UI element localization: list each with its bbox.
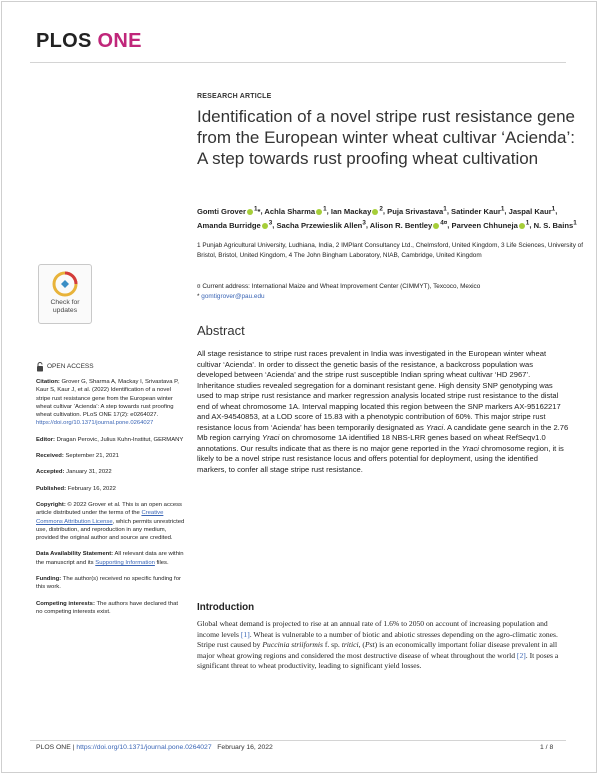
footer-separator: |: [70, 744, 77, 751]
author-name[interactable]: [197, 221, 272, 230]
introduction-heading: Introduction: [197, 602, 255, 613]
open-access-badge: [36, 362, 186, 372]
email-link[interactable]: gomtigrover@pau.edu: [201, 292, 265, 300]
intro-part: , (: [358, 640, 365, 649]
author-affiliation-number: 1: [525, 219, 530, 227]
orcid-icon[interactable]: [262, 223, 268, 229]
abstract-part: . A candidate gene search in the 2.76 Mb region carrying: [197, 422, 569, 442]
footer-doi-link[interactable]: https://doi.org/10.1371/journal.pone.0264027: [76, 744, 212, 751]
author-affiliation-number: 4¤: [440, 219, 448, 227]
orcid-icon[interactable]: [372, 209, 378, 215]
license-link[interactable]: Creative Commons Attribution License: [36, 510, 164, 525]
intro-part: Global wheat demand is projected to rise at an annual rate of 1.6% to 2050 on account of increasing population and income levels: [197, 619, 548, 639]
funding-text: The author(s) received no specific funding for this work.: [36, 576, 181, 591]
author-affiliation-number: 1: [551, 205, 556, 212]
author-text: Amanda Burridge: [197, 220, 261, 230]
accepted: [36, 468, 186, 476]
copyright-text-end: , which permits unrestricted use, distribution, and reproduction in any medium, provided the original author and source are credited.: [36, 518, 185, 542]
header-divider: [30, 62, 566, 63]
competing-interests-text: The authors have declared that no competing interests exist.: [36, 600, 178, 615]
check-updates-line2: updates: [52, 307, 78, 314]
abstract-part: All stage resistance to stripe rust races prevalent in India was investigated in the European winter wheat cultivar ‘Acienda’. In order to dissect the genetic basis of the resistance, a backcross population was developed between ‘Acienda’ and the stripe rust susceptible Indian spring wheat cultivar ‘HD 2967’. Inheritance studies revealed segregation for a dominant resistant gene. High density SNP genotyping was used to map stripe rust resistance and marker regression analysis located stripe rust resistance to the distal end of wheat chromosome 1A. Interval mapping located this region between the SNP markers AX-95162217 and AX-94540853, at a LOD score of 15.83 with a phenotypic contribution of 60%. This major stripe rust resistance locus from ‘Acienda’ has been temporarily designated as: [197, 349, 561, 432]
editor-label: Editor:: [36, 436, 55, 443]
author-notes: [197, 282, 587, 301]
journal-logo[interactable]: [36, 30, 142, 53]
abstract-part: on chromosome 1A identified 18 NBS-LRR genes based on wheat RefSeqv1.0 annotations. Our results indicate that as there is no major gene reported in the: [197, 433, 546, 453]
species-abbrev: Pst: [364, 640, 375, 649]
gene-name: Yraci: [262, 433, 280, 442]
author-affiliation-number: 1: [573, 219, 577, 227]
reference-link[interactable]: [2]: [516, 650, 526, 660]
received-label: Received:: [36, 453, 64, 460]
intro-part: f. sp.: [324, 640, 340, 649]
citation-doi-link[interactable]: https://doi.org/10.1371/journal.pone.0264027: [36, 420, 154, 427]
citation-label: Citation:: [36, 379, 60, 385]
data-availability: [36, 550, 186, 567]
competing-interests: [36, 600, 186, 617]
crossmark-icon: [52, 271, 78, 297]
citation-text: Grover G, Sharma A, Mackay I, Srivastava P, Kaur S, Kaur J, et al. (2022) Identification of a novel stripe rust resistance gene from the European winter wheat cultivar ‘Acienda’: A step towards rust proofing wheat cultivation. PLoS ONE 17(2): e0264027.: [36, 379, 179, 419]
orcid-icon[interactable]: [433, 223, 439, 229]
gene-name: Yraci: [461, 443, 479, 453]
editor-text: Dragan Perovic, Julius Kuhn-Institut, GERMANY: [56, 436, 184, 443]
supporting-info-link[interactable]: Supporting Information: [95, 559, 155, 566]
current-address: ¤ Current address: International Maize and Wheat Improvement Center (CIMMYT), Texcoco, Mexico: [197, 283, 481, 290]
author-name[interactable]: [197, 207, 260, 216]
logo-plos: PLOS: [36, 30, 92, 52]
funding-label: Funding:: [36, 576, 62, 583]
author-text: N. S. Bains: [533, 220, 574, 230]
footer: [36, 744, 273, 751]
abstract-text: [197, 349, 569, 475]
editor: [36, 436, 186, 444]
competing-interests-label: Competing interests:: [36, 600, 95, 607]
received-date: September 21, 2021: [65, 453, 119, 460]
copyright-label: Copyright:: [36, 501, 66, 508]
author-affiliation-number: 1: [253, 205, 258, 212]
author-text: Gomti Grover: [197, 206, 246, 216]
citation: [36, 378, 186, 428]
page-number: 1 / 8: [540, 744, 554, 751]
author-affiliation-number: 1: [443, 205, 447, 212]
author-name[interactable]: [452, 221, 530, 230]
copyright: [36, 501, 186, 542]
author-list: Gomti Grover $^1$*, Achla Sharma $^1$, Ian Mackay $^2$, Puja Srivastava$^1$, Satinder Kaur$^1$, Jaspal Kaur$^1$, Amanda Burridge $^3$, Sacha Przewieslik Allen$^3$, Alison R. Bentley $^{4¤}$, Parveen Chhuneja $^1$, N. S. Bains$^1$: [197, 205, 577, 230]
introduction-text: [197, 619, 569, 672]
published: [36, 485, 186, 493]
intro-part: . It poses a significant threat to wheat productivity, leading to significant yield losses.: [197, 650, 559, 670]
reference-link[interactable]: [1]: [240, 629, 250, 639]
author-affiliation-number: 3: [268, 219, 273, 227]
footer-divider: [30, 740, 566, 741]
author-text: Ian Mackay: [330, 206, 372, 216]
article-title: Identification of a novel stripe rust resistance gene from the European winter wheat cultivar ‘Acienda’: A step towards rust proofing wheat cultivation: [197, 107, 575, 168]
received: [36, 452, 186, 460]
data-availability-text: All relevant data are within the manuscript and its: [36, 551, 184, 566]
affiliations: 1 Punjab Agricultural University, Ludhiana, India, 2 IMPlant Consultancy Ltd., Chelmsford, United Kingdom, 3 Life Sciences, University of Bristol, Bristol, United Kingdom, 4 The John Bingham Laboratory, NIAB, Cambridge, United Kingdom: [197, 242, 583, 259]
species-name: tritici: [341, 640, 359, 649]
accepted-label: Accepted:: [36, 469, 65, 476]
author-name[interactable]: [509, 207, 556, 216]
copyright-text: © 2022 Grover et al. This is an open access article distributed under the terms of the: [36, 501, 182, 517]
author-name[interactable]: [387, 207, 447, 216]
corresponding-star: *: [257, 206, 261, 216]
logo-one: ONE: [97, 30, 142, 52]
open-access-label: OPEN ACCESS: [47, 362, 94, 370]
author-name[interactable]: [276, 221, 365, 230]
intro-part: ) is an economically important foliar disease prevalent in all major wheat growing regions and considered the most destructive disease of wheat throughout the world: [197, 640, 558, 660]
gene-name: Yraci: [425, 422, 444, 432]
footer-date: February 16, 2022: [217, 744, 273, 751]
author-text: Jaspal Kaur: [508, 206, 552, 216]
intro-part: . Wheat is vulnerable to a number of biotic and abiotic stresses depending on the agro-climatic zones. Stripe rust caused by: [197, 629, 558, 649]
author-name[interactable]: [534, 221, 577, 230]
corresponding-author: [197, 292, 587, 302]
orcid-icon[interactable]: [519, 223, 525, 229]
check-for-updates-badge[interactable]: [38, 264, 92, 324]
author-name[interactable]: [370, 221, 448, 230]
author-affiliation-number: 1: [323, 205, 327, 212]
author-text: Sacha Przewieslik Allen: [276, 220, 363, 230]
article-info-sidebar: [36, 362, 186, 624]
footer-journal: PLOS ONE: [36, 744, 71, 751]
orcid-icon[interactable]: [316, 209, 322, 215]
author-name[interactable]: [264, 207, 326, 216]
funding: [36, 575, 186, 592]
author-name[interactable]: [451, 207, 504, 216]
data-availability-label: Data Availability Statement:: [36, 551, 114, 558]
species-name: Puccinia striiformis: [262, 640, 323, 649]
author-text: Satinder Kaur: [451, 206, 501, 216]
check-updates-line1: Check for: [50, 299, 80, 306]
author-text: Parveen Chhuneja: [451, 220, 518, 230]
author-text: Puja Srivastava: [387, 206, 444, 216]
author-name[interactable]: [331, 207, 383, 216]
orcid-icon[interactable]: [247, 209, 253, 215]
author-affiliation-number: 1: [500, 205, 505, 212]
author-affiliation-number: 2: [379, 205, 383, 212]
article-type-label: RESEARCH ARTICLE: [197, 93, 272, 100]
author-text: Achla Sharma: [264, 206, 316, 216]
abstract-heading: Abstract: [197, 323, 245, 338]
data-availability-end: files.: [156, 559, 169, 566]
open-lock-icon: [36, 362, 44, 372]
accepted-date: January 31, 2022: [66, 469, 112, 476]
published-date: February 16, 2022: [67, 485, 116, 492]
author-text: Alison R. Bentley: [369, 220, 433, 230]
author-affiliation-number: 3: [362, 219, 366, 227]
abstract-part: chromosome region, it is likely to be a novel stripe rust resistance locus and offers potential for deployment, using the identified markers, to confer all stage stripe rust resistance.: [197, 443, 564, 474]
published-label: Published:: [36, 485, 67, 492]
corresponding-mark: *: [197, 292, 202, 300]
